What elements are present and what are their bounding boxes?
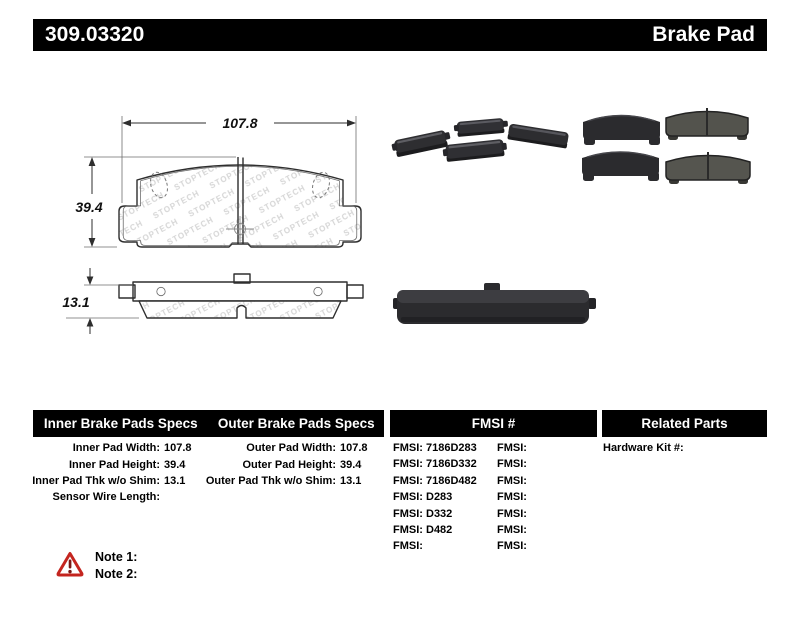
photo-pads-perspective bbox=[391, 118, 569, 163]
fmsi-row: FMSI: D332 bbox=[393, 507, 453, 520]
dimension-thickness bbox=[62, 268, 139, 334]
spec-row-outer-height: Outer Pad Height: 39.4 bbox=[242, 458, 362, 471]
note-2: Note 2: bbox=[95, 567, 138, 581]
photo-pad-edge bbox=[393, 283, 596, 324]
fmsi-row: FMSI: bbox=[497, 442, 527, 454]
spec-row-inner-thickness: Inner Pad Thk w/o Shim: 13.1 bbox=[32, 474, 186, 487]
fmsi-row: FMSI: bbox=[497, 458, 527, 471]
plate-end-right bbox=[347, 285, 363, 298]
related-parts-header: Related Parts bbox=[602, 410, 767, 437]
related-parts-column bbox=[603, 440, 763, 456]
fmsi-column-2 bbox=[497, 440, 567, 555]
fmsi-row: FMSI: bbox=[497, 540, 527, 553]
outer-specs-header: Outer Brake Pads Specs bbox=[217, 416, 375, 431]
pad-bottom-right bbox=[666, 152, 750, 184]
rivet-hole-right bbox=[314, 287, 322, 295]
fmsi-row: FMSI: bbox=[497, 523, 527, 536]
outer-specs-column bbox=[204, 440, 380, 489]
pad-bottom-left bbox=[582, 152, 659, 182]
photo-pads-flat bbox=[582, 108, 750, 184]
inner-specs-header: Inner Brake Pads Specs bbox=[43, 416, 198, 431]
spec-row-outer-width: Outer Pad Width: 107.8 bbox=[246, 442, 368, 455]
specs-header-block bbox=[33, 410, 384, 437]
fmsi-row: FMSI: bbox=[497, 474, 527, 487]
inner-specs-column bbox=[28, 440, 204, 506]
technical-drawing bbox=[50, 100, 375, 345]
title-bar bbox=[33, 19, 767, 51]
fmsi-row: FMSI: 7186D283 bbox=[393, 442, 477, 454]
fmsi-row: FMSI: D482 bbox=[393, 523, 453, 536]
notes-block bbox=[95, 549, 137, 583]
hardware-kit-row: Hardware Kit #: bbox=[603, 442, 684, 454]
fmsi-column-1 bbox=[393, 440, 493, 555]
product-type-title: Brake Pad bbox=[652, 23, 755, 46]
spec-row-outer-thickness: Outer Pad Thk w/o Shim: 13.1 bbox=[205, 474, 362, 487]
fmsi-row: FMSI: bbox=[497, 491, 527, 504]
fmsi-row: FMSI: bbox=[393, 540, 423, 553]
note-1: Note 1: bbox=[95, 550, 138, 564]
side-view bbox=[119, 274, 363, 318]
part-number: 309.03320 bbox=[45, 23, 145, 46]
spec-row-sensor-wire: Sensor Wire Length: bbox=[52, 491, 160, 504]
spec-row-inner-width: Inner Pad Width: 107.8 bbox=[72, 442, 192, 455]
fmsi-header: FMSI # bbox=[390, 410, 597, 437]
fmsi-row: FMSI: D283 bbox=[393, 491, 453, 504]
rivet-hole-left bbox=[157, 287, 165, 295]
pad-top-right bbox=[666, 108, 748, 140]
svg-text:13.1: 13.1 bbox=[62, 294, 90, 310]
fmsi-row: FMSI: bbox=[497, 507, 527, 520]
product-photos bbox=[390, 85, 770, 340]
warning-icon bbox=[56, 551, 84, 577]
spec-row-inner-height: Inner Pad Height: 39.4 bbox=[68, 458, 186, 471]
svg-text:39.4: 39.4 bbox=[75, 199, 103, 215]
fmsi-row: FMSI: 7186D332 bbox=[393, 458, 477, 471]
fmsi-row: FMSI: 7186D482 bbox=[393, 474, 477, 487]
pad-top-left bbox=[583, 115, 660, 145]
front-view bbox=[119, 157, 361, 247]
svg-text:107.8: 107.8 bbox=[222, 115, 258, 131]
